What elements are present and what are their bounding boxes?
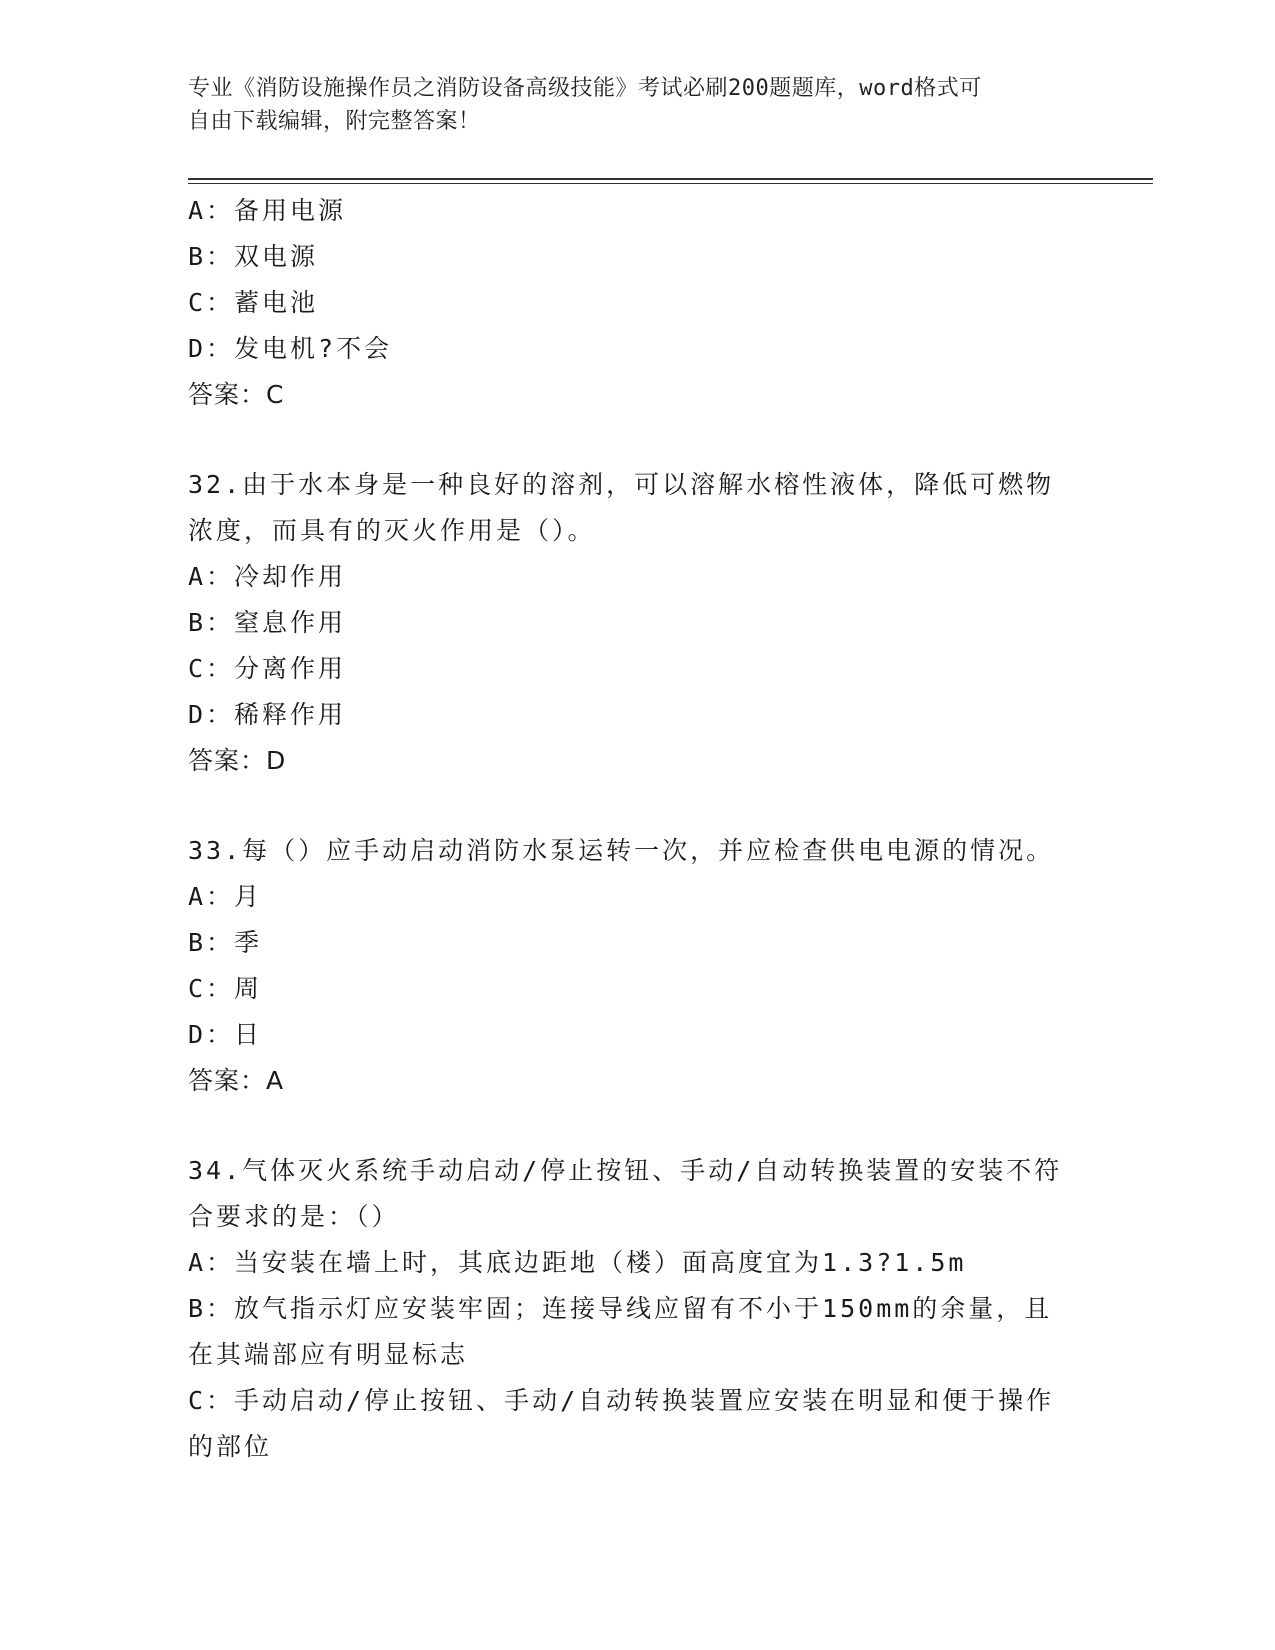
question-stem-line-1: 32.由于水本身是一种良好的溶剂，可以溶解水榕性液体，降低可燃物 bbox=[188, 470, 1055, 499]
question-stem-line-2: 合要求的是：（） bbox=[188, 1202, 400, 1231]
option-a: A：当安装在墙上时，其底边距地（楼）面高度宜为1.3?1.5m bbox=[188, 1248, 967, 1277]
header-divider bbox=[188, 178, 1153, 180]
spacer bbox=[188, 418, 1068, 462]
option-a: A：备用电源 bbox=[188, 196, 347, 225]
spacer bbox=[188, 784, 1068, 828]
question-34 bbox=[188, 1148, 1068, 1470]
question-stem-line-2: 浓度，而具有的灭火作用是（）。 bbox=[188, 516, 596, 545]
question-stem-line-1: 33.每（）应手动启动消防水泵运转一次，并应检查供电电源的情况。 bbox=[188, 836, 1055, 865]
option-d: D：稀释作用 bbox=[188, 700, 347, 729]
option-c-line-2: 的部位 bbox=[188, 1432, 273, 1461]
question-31 bbox=[188, 188, 1068, 418]
spacer bbox=[188, 1104, 1068, 1148]
option-c: C：周 bbox=[188, 974, 263, 1003]
option-c: C：分离作用 bbox=[188, 654, 347, 683]
option-d: D：日 bbox=[188, 1020, 263, 1049]
option-c-line-1: C：手动启动/停止按钮、手动/自动转换装置应安装在明显和便于操作 bbox=[188, 1386, 1055, 1415]
question-33 bbox=[188, 828, 1068, 1104]
question-32 bbox=[188, 462, 1068, 784]
question-stem-line-1: 34.气体灭火系统手动启动/停止按钮、手动/自动转换装置的安装不符 bbox=[188, 1156, 1063, 1185]
option-b: B：双电源 bbox=[188, 242, 319, 271]
option-b-line-1: B：放气指示灯应安装牢固；连接导线应留有不小于150mm的余量，且 bbox=[188, 1294, 1053, 1323]
answer: 答案：C bbox=[188, 380, 285, 409]
answer: 答案：D bbox=[188, 746, 287, 775]
option-b-line-2: 在其端部应有明显标志 bbox=[188, 1340, 469, 1369]
option-d: D：发电机?不会 bbox=[188, 334, 393, 363]
header-line-2: 自由下载编辑，附完整答案！ bbox=[188, 109, 481, 134]
option-a: A：冷却作用 bbox=[188, 562, 347, 591]
option-a: A：月 bbox=[188, 882, 263, 911]
header-line-1: 专业《消防设施操作员之消防设备高级技能》考试必刷200题题库，word格式可 bbox=[188, 76, 982, 101]
document-header bbox=[188, 72, 1088, 138]
header-divider-thin bbox=[188, 183, 1153, 184]
answer: 答案：A bbox=[188, 1066, 285, 1095]
question-content bbox=[188, 188, 1068, 1470]
option-b: B：季 bbox=[188, 928, 263, 957]
option-b: B：窒息作用 bbox=[188, 608, 347, 637]
option-c: C：蓄电池 bbox=[188, 288, 319, 317]
